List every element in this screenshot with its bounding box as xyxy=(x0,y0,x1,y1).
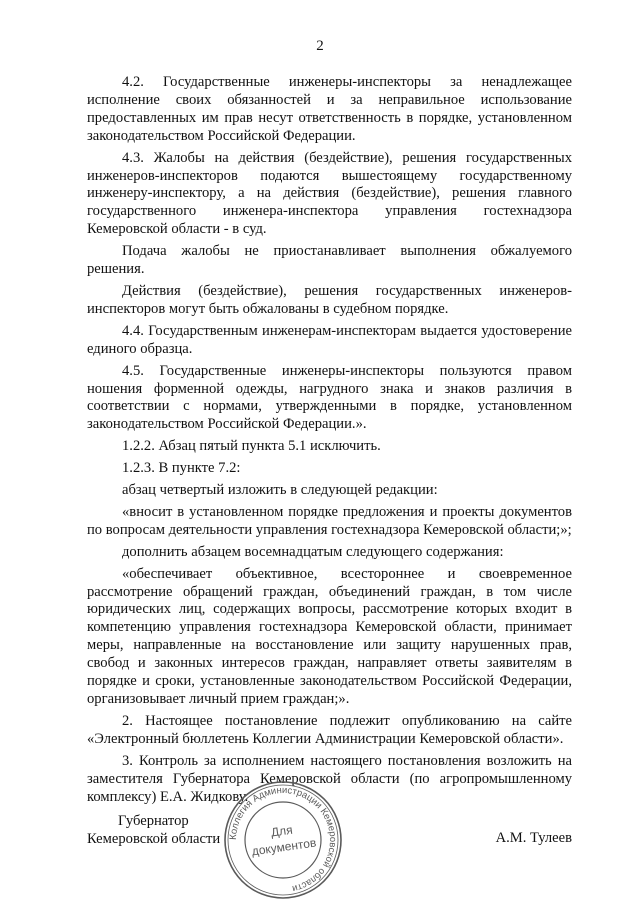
paragraph-2: 2. Настоящее постановление подлежит опубликованию на сайте «Электронный бюллетень Коллегии Администрации Кемеровской области». xyxy=(87,712,572,747)
paragraph-4-3: 4.3. Жалобы на действия (бездействие), решения государственных инженеров-инспекторов подаются вышестоящему государственному инженеру-инспектору, а на действия (бездействие), решения главного государственного инженера-инспектора управления гостехнадзора Кемеровской области - в суд. xyxy=(87,149,572,238)
stamp-center-line2: документов xyxy=(250,835,318,859)
paragraph-1-2-2: 1.2.2. Абзац пятый пункта 5.1 исключить. xyxy=(122,438,381,455)
signatory-name: А.М. Тулеев xyxy=(495,830,572,846)
signatory-title-line1: Губернатор xyxy=(118,813,189,829)
paragraph-dopolnit: дополнить абзацем восемнадцатым следующего содержания: xyxy=(122,543,504,560)
paragraph-vnosit: «вносит в установленном порядке предложения и проекты документов по вопросам деятельности управления гостехнадзора Кемеровской области;»; xyxy=(87,503,572,538)
stamp-ring-text: Коллегия Администрации Кемеровской области xyxy=(227,784,339,895)
paragraph-actions: Действия (бездействие), решения государственных инженеров-инспекторов могут быть обжалованы в судебном порядке. xyxy=(87,282,572,317)
paragraph-3: 3. Контроль за исполнением настоящего постановления возложить на заместителя Губернатора Кемеровской области (по агропромышленному комплексу) Е.А. Жидкову. xyxy=(87,752,572,805)
stamp-center-line1: Для xyxy=(270,822,294,840)
paragraph-4-5: 4.5. Государственные инженеры-инспекторы пользуются правом ношения форменной одежды, нагрудного знака и знаков различия в соответствии с нормами, утвержденными в порядке, установленном законодательством Российской Федерации.». xyxy=(87,362,572,433)
stamp-seal-icon xyxy=(218,780,348,900)
page-number: 2 xyxy=(316,38,324,54)
official-stamp xyxy=(218,780,348,900)
paragraph-obespechivaet: «обеспечивает объективное, всестороннее и своевременное рассмотрение обращений граждан, объединений граждан, в том числе юридических лиц, содержащих вопросы, рассмотрение которых входит в компетенцию управления гостехнадзора Кемеровской области, принимает меры, направленные на восстановление или защиту нарушенных прав, свобод и законных интересов граждан, направляет ответы заявителям в порядке и сроки, установленные законодательством Российской Федерации, организовывает личный прием граждан;». xyxy=(87,565,572,707)
paragraph-4-2: 4.2. Государственные инженеры-инспекторы за ненадлежащее исполнение своих обязанностей и за неправильное использование предоставленных им прав несут ответственность в порядке, установленном законодательством Российской Федерации. xyxy=(87,74,572,144)
document-body xyxy=(87,74,572,810)
paragraph-abzac-4: абзац четвертый изложить в следующей редакции: xyxy=(122,482,438,499)
paragraph-4-4: 4.4. Государственным инженерам-инспекторам выдается удостоверение единого образца. xyxy=(87,322,572,357)
paragraph-1-2-3: 1.2.3. В пункте 7.2: xyxy=(122,460,241,477)
paragraph-complaint: Подача жалобы не приостанавливает выполнения обжалуемого решения. xyxy=(87,243,572,278)
signatory-title-line2: Кемеровской области xyxy=(87,831,221,847)
signatory-title xyxy=(87,812,220,848)
